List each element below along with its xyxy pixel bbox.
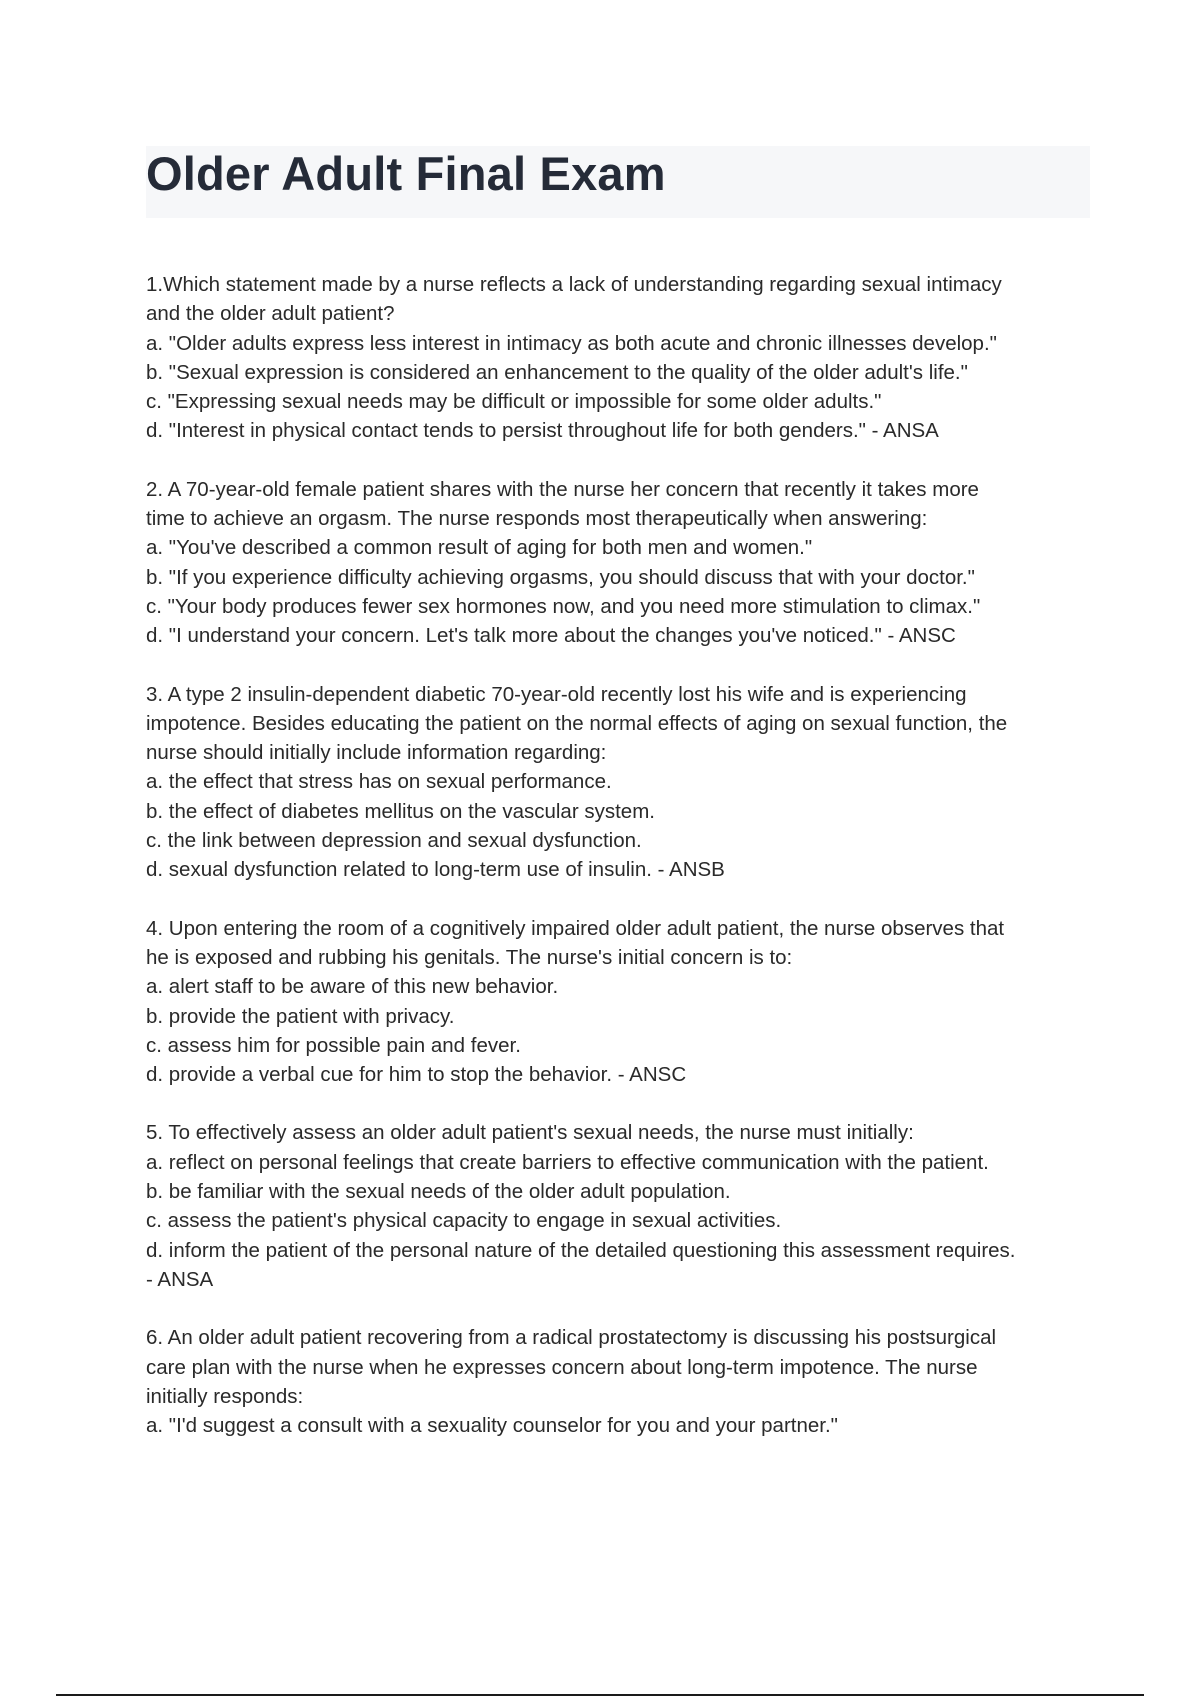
question-stem-line: nurse should initially include information regarding: [146, 741, 607, 765]
question-stem-line: 6. An older adult patient recovering from a radical prostatectomy is discussing his postsurgical [146, 1326, 997, 1350]
page-bottom-rule [56, 1694, 1144, 1696]
question-6 [146, 1323, 1094, 1440]
answer-option-c: c. the link between depression and sexual dysfunction. [146, 829, 642, 853]
answer-key: - ANSA [146, 1267, 214, 1291]
answer-option-a: a. alert staff to be aware of this new behavior. [146, 975, 559, 999]
question-stem-line: he is exposed and rubbing his genitals. The nurse's initial concern is to: [146, 945, 793, 969]
question-stem-line: 1.Which statement made by a nurse reflects a lack of understanding regarding sexual intimacy [146, 273, 1002, 296]
question-3 [146, 680, 1094, 885]
answer-option-b: b. the effect of diabetes mellitus on the vascular system. [146, 799, 655, 823]
question-stem-line: impotence. Besides educating the patient on the normal effects of aging on sexual function, the [146, 711, 1008, 735]
question-stem-line: time to achieve an orgasm. The nurse responds most therapeutically when answering: [146, 507, 928, 531]
question-2 [146, 475, 1094, 651]
answer-option-a: a. "I'd suggest a consult with a sexuality counselor for you and your partner." [146, 1414, 838, 1438]
question-stem-line: and the older adult patient? [146, 302, 395, 326]
page-title: Older Adult Final Exam [146, 147, 666, 200]
answer-option-d: d. "Interest in physical contact tends to persist throughout life for both genders." - ANSA [146, 419, 939, 443]
answer-option-b: b. be familiar with the sexual needs of the older adult population. [146, 1180, 731, 1204]
answer-option-b: b. "Sexual expression is considered an enhancement to the quality of the older adult's life." [146, 360, 968, 384]
question-stem-line: 4. Upon entering the room of a cognitively impaired older adult patient, the nurse observes that [146, 916, 1005, 940]
question-stem-line: initially responds: [146, 1384, 304, 1408]
question-4 [146, 914, 1094, 1090]
question-stem-line: 2. A 70-year-old female patient shares with the nurse her concern that recently it takes more [146, 477, 979, 501]
answer-option-a: a. "Older adults express less interest in intimacy as both acute and chronic illnesses develop." [146, 331, 997, 355]
answer-option-c: c. assess him for possible pain and fever. [146, 1033, 521, 1057]
question-5 [146, 1118, 1094, 1294]
question-stem-line: 3. A type 2 insulin-dependent diabetic 70-year-old recently lost his wife and is experiencing [146, 682, 967, 706]
question-stem-line: care plan with the nurse when he expresses concern about long-term impotence. The nurse [146, 1355, 978, 1379]
question-stem-line: 5. To effectively assess an older adult patient's sexual needs, the nurse must initially: [146, 1121, 914, 1145]
answer-option-d: d. inform the patient of the personal nature of the detailed questioning this assessment requires. [146, 1238, 1016, 1262]
answer-option-a: a. "You've described a common result of aging for both men and women." [146, 536, 813, 560]
answer-option-c: c. "Expressing sexual needs may be difficult or impossible for some older adults." [146, 390, 882, 414]
answer-option-d: d. "I understand your concern. Let's talk more about the changes you've noticed." - ANSC [146, 624, 956, 648]
question-1 [146, 270, 1094, 446]
answer-option-c: c. assess the patient's physical capacity to engage in sexual activities. [146, 1209, 782, 1233]
answer-option-b: b. provide the patient with privacy. [146, 1004, 455, 1028]
question-list [146, 270, 1094, 1469]
answer-option-c: c. "Your body produces fewer sex hormones now, and you need more stimulation to climax." [146, 594, 981, 618]
answer-option-b: b. "If you experience difficulty achieving orgasms, you should discuss that with your doctor." [146, 565, 975, 589]
answer-option-d: d. provide a verbal cue for him to stop the behavior. - ANSC [146, 1063, 687, 1087]
answer-option-a: a. the effect that stress has on sexual performance. [146, 770, 612, 794]
answer-option-a: a. reflect on personal feelings that create barriers to effective communication with the patient. [146, 1150, 989, 1174]
answer-option-d: d. sexual dysfunction related to long-term use of insulin. - ANSB [146, 858, 725, 882]
